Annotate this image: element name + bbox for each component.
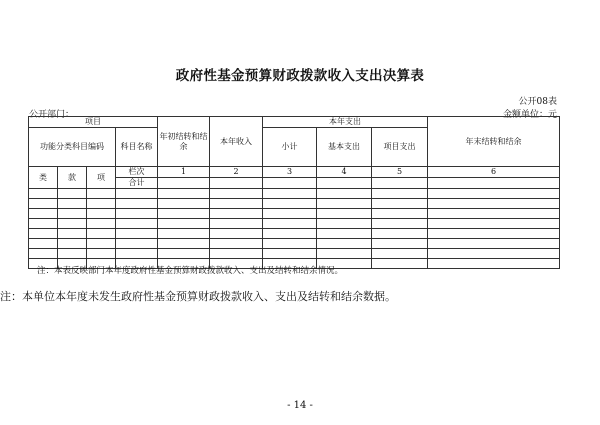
header-subject-name: 科目名称: [116, 128, 158, 167]
table-row: [29, 219, 560, 229]
table-cell: [158, 178, 210, 189]
table-row: [29, 229, 560, 239]
header-subtotal: 小计: [263, 128, 317, 167]
column-number: 2: [210, 167, 263, 178]
header-current-income: 本年收入: [210, 117, 263, 167]
table-row: [29, 239, 560, 249]
column-number: 3: [263, 167, 317, 178]
code-header-lei: 类: [29, 167, 58, 189]
table-row: [29, 209, 560, 219]
table-cell: [263, 178, 317, 189]
table-row: [29, 189, 560, 199]
header-opening-balance: 年初结转和结余: [158, 117, 210, 167]
table-title: 政府性基金预算财政拨款收入支出决算表: [175, 68, 425, 84]
column-number: 1: [158, 167, 210, 178]
unit-label: 金额单位：元: [502, 110, 557, 120]
total-label: 合计: [116, 178, 158, 189]
budget-table: [28, 116, 560, 269]
table-note: 注：本表反映部门本年度政府性基金预算财政拨款收入、支出及结转和结余情况。: [37, 266, 344, 276]
table-cell: [210, 178, 263, 189]
table-code: 公开08表: [518, 97, 557, 107]
code-header-xiang: 项: [87, 167, 116, 189]
column-number: 4: [317, 167, 372, 178]
header-func-code: 功能分类科目编码: [29, 128, 116, 167]
table-cell: [372, 178, 428, 189]
column-number: 5: [372, 167, 428, 178]
row-index-label: 栏次: [116, 167, 158, 178]
table-row: [29, 249, 560, 259]
table-row: [29, 199, 560, 209]
unit-note: 注：本单位本年度未发生政府性基金预算财政拨款收入、支出及结转和结余数据。: [0, 290, 396, 303]
header-current-expense-group: 本年支出: [263, 117, 428, 128]
page-number: - 14 -: [287, 400, 313, 411]
table-cell: [317, 178, 372, 189]
header-closing-balance: 年末结转和结余: [428, 117, 560, 167]
header-basic-expense: 基本支出: [317, 128, 372, 167]
header-item-group: 项目: [29, 117, 158, 128]
column-number: 6: [428, 167, 560, 178]
department-label: 公开部门：: [29, 110, 75, 120]
header-project-expense: 项目支出: [372, 128, 428, 167]
table-cell: [428, 178, 560, 189]
code-header-kuan: 款: [58, 167, 87, 189]
